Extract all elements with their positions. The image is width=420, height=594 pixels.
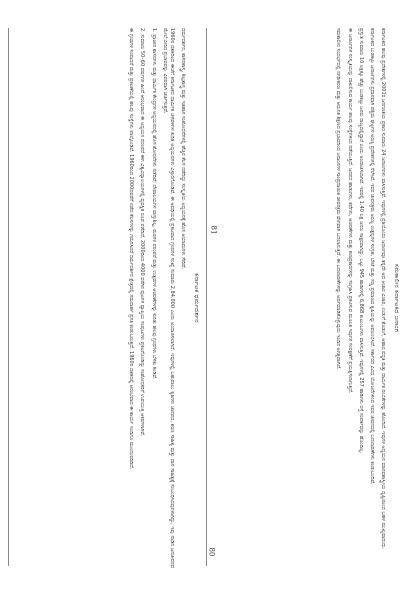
right-paragraph-1: ಕರ್ನಾಟಕದ ಹಲವು ಪ್ರದೇಶಗಳಲ್ಲಿ 2001ರ ಜನಗಣತಿಯ ಪ್ರಕಾರ ಸುಮಾರು 24 ಜನಾಂಗಗಳು ವಾಸಿಸುತ್ತಿವೆ. ಇವುಗಳಲ್ಲಿ ಪ್ರತಿಯೊಂದು ಜನಾಂಗವೂ ತನ್ನದೇ ಆದ ಆಚಾರ ವಿಚಾರ, ಉಡುಗೆ ತೊಡುಗೆ, ಆಹಾರ ಪದ್ಧತಿ ಮತ್ತು ಧಾರ್ಮಿಕ ನಂಬಿಕೆಗಳನ್ನು ಹೊಂದಿದೆ. ಇವುಗಳ ಅಧ್ಯಯನ ಮಾನವಶಾಸ್ತ್ರೀಯ ದೃಷ್ಟಿಯಿಂದ ಬಹಳ ಮುಖ್ಯವಾದುದು.: [380, 28, 386, 550]
left-page-text-block: [123, 28, 200, 568]
right-page-text-block: [330, 28, 400, 568]
left-margin-rule: [8, 28, 9, 566]
right-paragraph-3: ಪ್ರಸ್ತುತ ಸುಮಾರು 10 ಲಕ್ಷಕ್ಕೂ ಹೆಚ್ಚು ಬುಡಕಟ್ಟು ಜನರು ರಾಜ್ಯದಲ್ಲಿದ್ದಾರೆ ಎಂದು ಅಂದಾಜಿಸಲಾಗಿದೆ. ಇವರಲ್ಲಿ 1.40 ಲಕ್ಷ ಜನರು ಸಾಕ್ಷರರಾಗಿದ್ದು, ಒಟ್ಟು 945 ಹಾಡಿಗಳಲ್ಲಿ 6,868 ಕುಟುಂಬಗಳು ವಾಸಿಸುತ್ತಿವೆ. ಇವುಗಳಲ್ಲಿ 257 ಹಾಡಿಗಳು ರಸ್ತೆ ಸಂಪರ್ಕವನ್ನು ಹೊಂದಿಲ್ಲ.: [357, 28, 364, 454]
running-head-left: ಕರ್ನಾಟಕ ಧರ್ಮದರ್ಶನ: [193, 273, 200, 323]
running-head-right: ಸಮಕಾಲೀನ ಕರ್ನಾಟಕದ ಜನಾಂಗ: [393, 263, 400, 333]
page-number-right: 81: [209, 225, 218, 235]
right-paragraph-2: ಕರ್ನಾಟಕದ ಬುಡಕಟ್ಟು ಜನಾಂಗಗಳು ಪ್ರಧಾನವಾಗಿ ಪಶ್ಚಿಮ ಘಟ್ಟಗಳ ಅರಣ್ಯ ಪ್ರದೇಶಗಳಲ್ಲಿ ನೆಲೆಸಿವೆ. ಇವರ ಜೀವನಕ್ರಮ ಅರಣ್ಯ ಉತ್ಪನ್ನಗಳ ಸಂಗ್ರಹ, ಬೇಟೆ ಮತ್ತು ಸಣ್ಣ ಪ್ರಮಾಣದ ಕೃಷಿಯನ್ನು ಅವಲಂಬಿಸಿದೆ. ಸರ್ಕಾರದ ವಿವಿಧ ಯೋಜನೆಗಳಿಂದ ಇವರ ಜೀವನದಲ್ಲಿ ಬದಲಾವಣೆಗಳು ಕಂಡುಬಂದಿವೆ.: [368, 28, 375, 485]
right-page: [222, 0, 400, 594]
left-page: [18, 0, 200, 594]
right-paragraph-5: ಸಮಕಾಲೀನ ಸಂದರ್ಭದಲ್ಲಿ ನಗರೀಕರಣ ಮತ್ತು ಆಧುನಿಕ ಶಿಕ್ಷಣದ ಪ್ರಭಾವದಿಂದ ಜನಾಂಗಗಳ ಸಾಂಪ್ರದಾಯಿಕ ಜೀವನಕ್ರಮ ವೇಗವಾಗಿ ಬದಲಾಗುತ್ತಿದೆ. ಈ ಬದಲಾವಣೆಗಳನ್ನು ಅರ್ಥಮಾಡಿಕೊಳ್ಳುವುದು ಇಂದಿನ ಅಗತ್ಯವಾಗಿದೆ.: [335, 28, 342, 370]
left-paragraph-5: ಈ ಗ್ರಂಥಗಳ ಸಂಪಾದನೆ ಮತ್ತು ಪ್ರಕಟಣೆಯಲ್ಲಿ ಹಲವು ಸಂಸ್ಥೆಗಳು ಪಾಲ್ಗೊಂಡಿವೆ. 1960ರಿಂದ 2000ದವರೆಗೆ ನಡೆದ ಕೆಲಸಗಳನ್ನು ಗಮನಿಸಿದರೆ ಧರ್ಮದರ್ಶನ ಕ್ಷೇತ್ರದಲ್ಲಿ ಗಮನಾರ್ಹ ಪ್ರಗತಿ ಕಂಡುಬರುತ್ತದೆ. 1960ರ ದಶಕದಲ್ಲಿ ಆರಂಭವಾದ ಈ ಕಾರ್ಯ ಇಂದಿಗೂ ಮುಂದುವರಿದಿದೆ.: [128, 28, 135, 470]
right-paragraph-4: ಈ ಜನಾಂಗಗಳ ಸಂಸ್ಕೃತಿಯನ್ನು ದಾಖಲಿಸುವ ಕಾರ್ಯ ಹಲವು ಸಂಸ್ಥೆಗಳಿಂದ ನಡೆಯುತ್ತಿದೆ. ಜನಪದ ಹಾಡುಗಳು, ಕಥೆಗಳು, ಆಚರಣೆಗಳು ಮತ್ತು ಕಲಾಪ್ರಕಾರಗಳನ್ನು ಸಂಗ್ರಹಿಸಿ ಪ್ರಕಟಿಸುವ ಮೂಲಕ ಇವುಗಳ ಸಂರಕ್ಷಣೆಗೆ ಪ್ರಯತ್ನಿಸಲಾಗುತ್ತಿದೆ.: [346, 28, 353, 394]
page-number-left: 80: [207, 547, 216, 557]
left-paragraph-3: 1. ಪ್ರಾಚೀನ ಶಾಸನಗಳು ಮತ್ತು ಧಾರ್ಮಿಕ ಕೇಂದ್ರಗಳ ಅಧ್ಯಯನದಲ್ಲಿ ಹೊಸ ಶೋಧನೆಗಳು ನಡೆದಿವೆ; ದೇವಾಲಯಗಳ ವಾಸ್ತುಶಿಲ್ಪ, ಮಠಗಳ ಪರಂಪರೆ ಮತ್ತು ಉತ್ಸವಗಳ ಆಚರಣೆಗಳನ್ನು ಕುರಿತು ಹಲವು ಗ್ರಂಥಗಳು ಬೆಳಕು ಕಂಡಿವೆ.: [150, 28, 157, 380]
gutter-rule: [206, 28, 207, 566]
left-paragraph-1: ಧರ್ಮದರ್ಶನ, ಶಾಸನಶಾಸ್ತ್ರ, ಶಿಲ್ಪಶಾಸ್ತ್ರ ಮತ್ತು ಇತಿಹಾಸ ಸಂಶೋಧನೆಗಳಲ್ಲಿ ಹೆಚ್ಚಿನ ಕೆಲಸ ನಡೆದಿದ್ದು ಸಂಸ್ಕೃತಿಯ ಅಧ್ಯಯನಕ್ಕೆ ಹೊಸ ಆಯಾಮಗಳು ಸೇರಿವೆ.: [180, 28, 186, 270]
left-paragraph-4: 2. ಸುಮಾರು 50–60 ವರ್ಷಗಳ ಹಿಂದೆ ಆರಂಭವಾದ ಈ ಅಧ್ಯಯನ ಪರಂಪರೆ ಈಗ ವಿಶ್ವವಿದ್ಯಾಲಯಗಳಲ್ಲಿ ವ್ಯವಸ್ಥಿತ ರೂಪ ಪಡೆದಿದೆ. 2000ದಿಂದ 4000 ವರೆಗಿನ ಪುಟಗಳ ವ್ಯಾಪ್ತಿಯ ಸಂಪುಟಗಳು ಪ್ರಕಟಗೊಂಡಿದ್ದು ಸಂಶೋಧಕರಿಗೆ ಉಪಯುಕ್ತ ಆಕರಗಳಾಗಿವೆ.: [139, 28, 146, 437]
left-paragraph-2: 1960ರ ದಶಕದಿಂದ ಈಚೆಗೆ ಕರ್ನಾಟಕದ ಧಾರ್ಮಿಕ ಚಳವಳಿಗಳ ಕುರಿತ ಅಧ್ಯಯನಗಳು ವಿಸ್ತಾರಗೊಂಡಿವೆ. ಈ ಅವಧಿಯಲ್ಲಿ ಪ್ರಕಟವಾದ ಗ್ರಂಥಗಳ ಸಂಖ್ಯೆ ಸುಮಾರು 2,84,000 ಎಂದು ಅಂದಾಜಿಸಲಾಗಿದೆ. ಇವುಗಳಲ್ಲಿ ಬಹುಪಾಲು ಕೃತಿಗಳು ಜಾನಪದ, ಶರಣ ಸಾಹಿತ್ಯ ಮತ್ತು ದಾಸ ಸಾಹಿತ್ಯಕ್ಕೆ ಸಂಬಂಧಿಸಿದವುಗಳಾಗಿದ್ದು, ಇವು ನಾಡಿನ ಜನಜೀವನದ ಮೇಲೆ ಬೀರಿದ ಪ್ರಭಾವವನ್ನು ವಿವರವಾಗಿ ಚರ್ಚಿಸುತ್ತವೆ.: [161, 28, 175, 568]
